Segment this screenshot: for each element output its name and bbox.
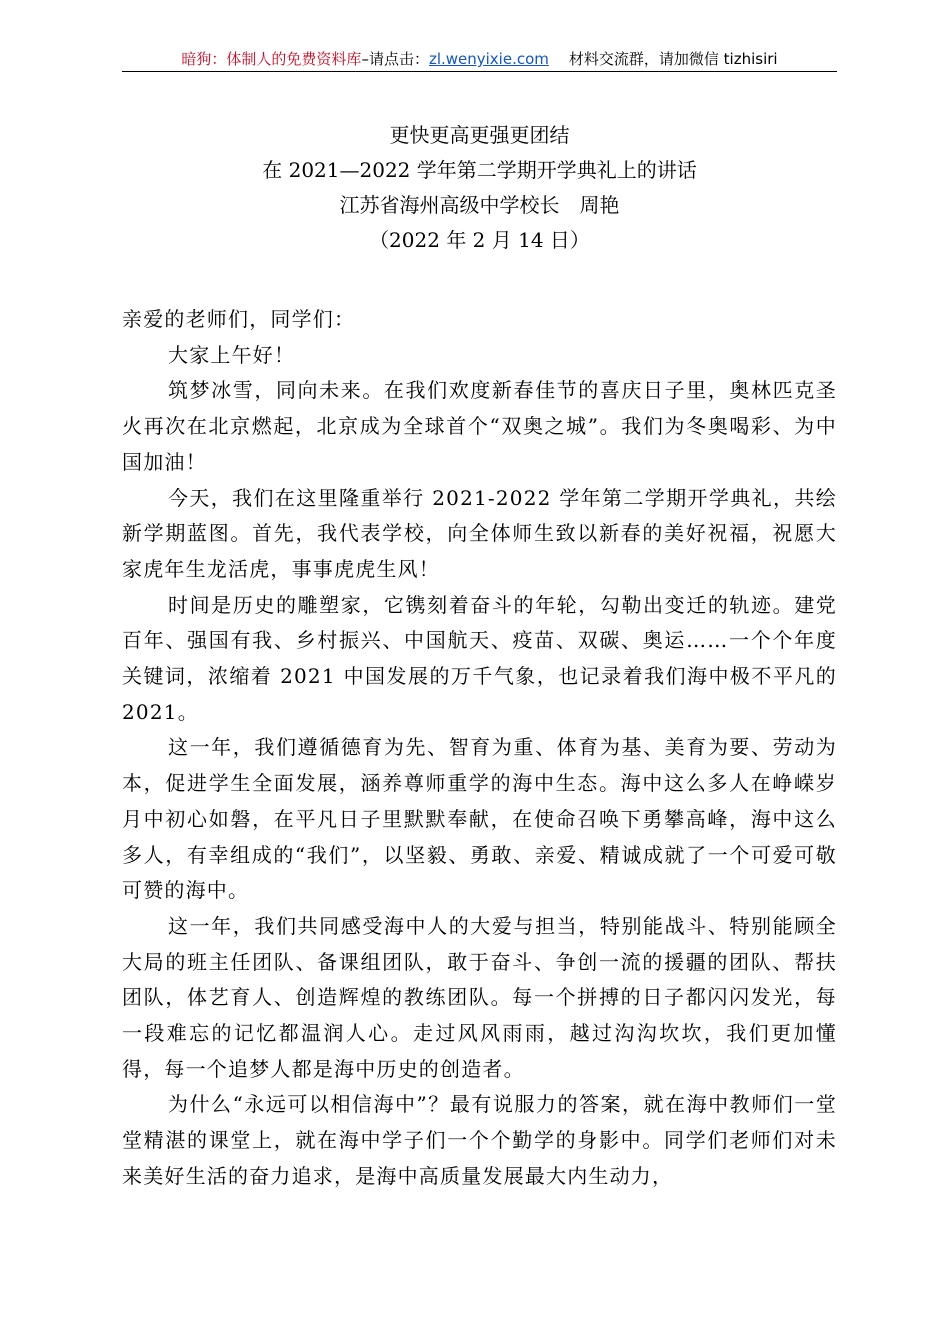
title-block xyxy=(122,118,837,258)
speech-date: （2022 年 2 月 14 日） xyxy=(369,228,590,252)
paragraph: 大家上午好！ xyxy=(168,342,296,367)
speech-body xyxy=(122,302,837,1195)
page-header xyxy=(122,46,837,72)
speech-subtitle: 在 2021—2022 学年第二学期开学典礼上的讲话 xyxy=(262,158,697,182)
paragraph: 时间是历史的雕塑家，它镌刻着奋斗的年轮，勾勒出变迁的轨迹。建党百年、强国有我、乡村振兴、中国航天、疫苗、双碳、奥运……一个个年度关键词，浓缩着 2021 中国发展的万千气象，也记录着我们海中极不平凡的 2021。 xyxy=(122,592,837,724)
header-brand: 暗狗：体制人的免费资料库 xyxy=(181,50,362,68)
header-link[interactable]: zl.wenyixie.com xyxy=(428,50,549,68)
paragraph: 今天，我们在这里隆重举行 2021-2022 学年第二学期开学典礼，共绘新学期蓝图。首先，我代表学校，向全体师生致以新春的美好祝福，祝愿大家虎年生龙活虎，事事虎虎生风！ xyxy=(122,485,837,581)
salutation: 亲爱的老师们，同学们： xyxy=(122,307,356,331)
paragraph: 为什么“永远可以相信海中”？最有说服力的答案，就在海中教师们一堂堂精湛的课堂上，就在海中学子们一个个勤学的身影中。同学们老师们对未来美好生活的奋力追求，是海中高质量发展最大内生动力， xyxy=(122,1092,837,1188)
header-divider xyxy=(122,71,837,72)
paragraph: 这一年，我们遵循德育为先、智育为重、体育为基、美育为要、劳动为本，促进学生全面发展，涵养尊师重学的海中生态。海中这么多人在峥嵘岁月中初心如磐，在平凡日子里默默奉献，在使命召唤下勇攀高峰，海中这么多人，有幸组成的“我们”，以坚毅、勇敢、亲爱、精诚成就了一个可爱可敬可赞的海中。 xyxy=(122,735,837,903)
header-click-prompt: –请点击： xyxy=(361,50,429,68)
paragraph: 这一年，我们共同感受海中人的大爱与担当，特别能战斗、特别能顾全大局的班主任团队、备课组团队，敢于奋斗、争创一流的援疆的团队、帮扶团队，体艺育人、创造辉煌的教练团队。每一个拼搏的日子都闪闪发光，每一段难忘的记忆都温润人心。走过风风雨雨，越过沟沟坎坎，我们更加懂得，每一个追梦人都是海中历史的创造者。 xyxy=(122,913,837,1081)
speech-title: 更快更高更强更团结 xyxy=(389,123,570,147)
header-group-note: 材料交流群，请加微信 tizhisiri xyxy=(568,50,778,68)
paragraph: 筑梦冰雪，同向未来。在我们欢度新春佳节的喜庆日子里，奥林匹克圣火再次在北京燃起，北京成为全球首个“双奥之城”。我们为冬奥喝彩、为中国加油！ xyxy=(122,378,837,474)
speaker-line: 江苏省海州高级中学校长 周艳 xyxy=(339,193,620,217)
